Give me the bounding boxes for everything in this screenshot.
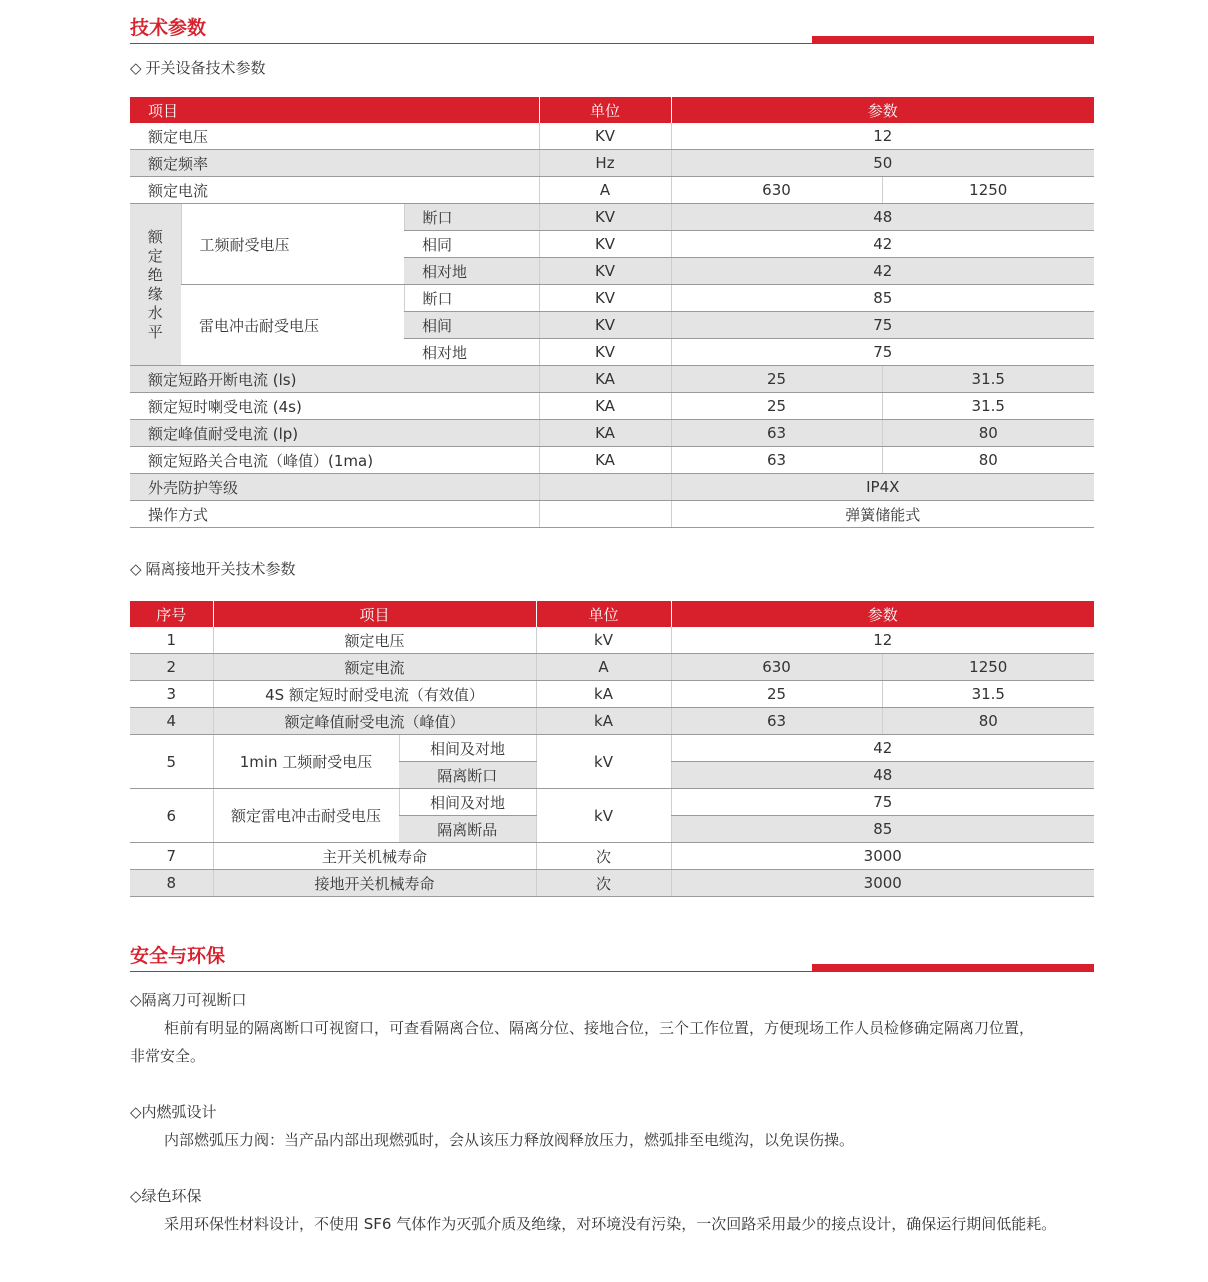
row-unit: kV: [536, 627, 671, 654]
header-unit: 单位: [536, 601, 671, 627]
label-char: 额: [147, 227, 163, 246]
table-row: [130, 708, 1094, 735]
subheading-disconnector: [130, 559, 1094, 579]
title-accent-bar: [812, 964, 1094, 972]
row-unit: KV: [539, 204, 671, 231]
item-heading: 内燃弧设计: [141, 1103, 217, 1121]
row-value: 3000: [671, 870, 1094, 897]
table-row: [130, 681, 1094, 708]
section-header-safety: [130, 928, 1094, 974]
row-value-1: 25: [671, 681, 882, 708]
row-value-1: 630: [671, 654, 882, 681]
header-unit: 单位: [539, 97, 671, 123]
subheading-text: 开关设备技术参数: [145, 59, 266, 77]
row-item: 4S 额定短时耐受电流（有效值）: [213, 681, 536, 708]
row-unit: KV: [539, 285, 671, 312]
row-value: 42: [671, 258, 1094, 285]
diamond-icon: ◇: [130, 1187, 142, 1205]
header-no: 序号: [130, 601, 213, 627]
table-row: [130, 735, 1094, 762]
row-unit: 次: [536, 870, 671, 897]
row-value: 75: [671, 789, 1094, 816]
table-row: [130, 654, 1094, 681]
row-value: 75: [671, 312, 1094, 339]
table-row: [130, 123, 1094, 150]
row-item: 额定峰值耐受电流 (lp): [130, 420, 539, 447]
row-number: 4: [130, 708, 213, 735]
table-row: [130, 366, 1094, 393]
row-unit: kA: [536, 681, 671, 708]
row-unit: A: [539, 177, 671, 204]
item-heading: 绿色环保: [141, 1187, 202, 1205]
table-row: [130, 420, 1094, 447]
row-value-2: 1250: [882, 654, 1094, 681]
lightning-impulse-withstand: 雷电冲击耐受电压: [181, 285, 404, 366]
table-row: [130, 447, 1094, 474]
label-char: 定: [147, 246, 163, 265]
header-item: 项目: [213, 601, 536, 627]
row-value-1: 63: [671, 420, 882, 447]
row-value: 48: [671, 762, 1094, 789]
row-unit: KV: [539, 231, 671, 258]
row-number: 2: [130, 654, 213, 681]
item-body: 内部燃弧压力阀：当产品内部出现燃弧时，会从该压力释放阀释放压力，燃弧排至电缆沟，以免误伤操。: [164, 1131, 855, 1149]
row-value-1: 63: [671, 708, 882, 735]
row-unit: KA: [539, 447, 671, 474]
row-unit: KA: [539, 393, 671, 420]
table-row: [130, 393, 1094, 420]
row-value: 12: [671, 627, 1094, 654]
row-value: 75: [671, 339, 1094, 366]
row-item: 1min 工频耐受电压: [213, 735, 399, 789]
header-param: 参数: [671, 97, 1094, 123]
row-item: 额定电压: [130, 123, 539, 150]
row-item: 额定电压: [213, 627, 536, 654]
row-unit: Hz: [539, 150, 671, 177]
row-value: 3000: [671, 843, 1094, 870]
row-subitem: 相对地: [404, 339, 539, 366]
diamond-icon: ◇: [130, 1103, 142, 1121]
row-value-1: 630: [671, 177, 882, 204]
row-number: 6: [130, 789, 213, 843]
table-row: [130, 474, 1094, 501]
table-row: [130, 285, 1094, 312]
diamond-icon: ◇: [130, 991, 142, 1009]
table-row: [130, 870, 1094, 897]
item-body-cont: 非常安全。: [130, 1047, 206, 1065]
row-value: 48: [671, 204, 1094, 231]
row-item: 额定峰值耐受电流（峰值）: [213, 708, 536, 735]
row-unit: KA: [539, 366, 671, 393]
page-content: [130, 0, 1094, 1238]
row-unit: kV: [536, 735, 671, 789]
row-value: 42: [671, 231, 1094, 258]
row-value: 85: [671, 285, 1094, 312]
safety-item-arc: [130, 1098, 1094, 1154]
row-value-2: 80: [882, 420, 1094, 447]
label-char: 绝: [147, 265, 163, 284]
row-value-2: 80: [882, 708, 1094, 735]
row-unit: KA: [539, 420, 671, 447]
table-header-row: [130, 601, 1094, 627]
label-char: 水: [147, 303, 163, 322]
table-row: [130, 627, 1094, 654]
row-number: 3: [130, 681, 213, 708]
insulation-level-label: [130, 204, 181, 366]
row-unit: kA: [536, 708, 671, 735]
section-header-tech: [130, 0, 1094, 46]
row-number: 7: [130, 843, 213, 870]
row-value: 12: [671, 123, 1094, 150]
table-row: [130, 789, 1094, 816]
row-subitem: 相间及对地: [399, 789, 536, 816]
row-subitem: 隔离断品: [399, 816, 536, 843]
section-title: 安全与环保: [130, 945, 226, 967]
row-subitem: 断口: [404, 285, 539, 312]
table-row: [130, 843, 1094, 870]
item-body: 采用环保性材料设计，不使用 SF6 气体作为灭弧介质及绝缘，对环境没有污染，一次回路采用最少的接点设计，确保运行期间低能耗。: [164, 1215, 1057, 1233]
row-value: 弹簧储能式: [671, 501, 1094, 528]
row-subitem: 相间: [404, 312, 539, 339]
switchgear-params-table: [130, 97, 1094, 528]
row-item: 主开关机械寿命: [213, 843, 536, 870]
title-accent-bar: [812, 36, 1094, 44]
row-value-1: 25: [671, 366, 882, 393]
row-item: 额定短时喇受电流 (4s): [130, 393, 539, 420]
row-unit: [539, 501, 671, 528]
row-item: 额定雷电冲击耐受电压: [213, 789, 399, 843]
table-row: [130, 204, 1094, 231]
row-item: 额定短路开断电流 (ls): [130, 366, 539, 393]
row-value-2: 31.5: [882, 393, 1094, 420]
header-param: 参数: [671, 601, 1094, 627]
row-value-2: 80: [882, 447, 1094, 474]
row-number: 1: [130, 627, 213, 654]
row-item: 额定电流: [130, 177, 539, 204]
row-unit: KV: [539, 312, 671, 339]
row-subitem: 隔离断口: [399, 762, 536, 789]
row-unit: KV: [539, 123, 671, 150]
row-value-2: 1250: [882, 177, 1094, 204]
row-subitem: 断口: [404, 204, 539, 231]
row-unit: [539, 474, 671, 501]
row-value-1: 25: [671, 393, 882, 420]
row-unit: KV: [539, 339, 671, 366]
item-heading: 隔离刀可视断口: [141, 991, 247, 1009]
section-title: 技术参数: [130, 17, 207, 39]
row-unit: A: [536, 654, 671, 681]
item-body: 柜前有明显的隔离断口可视窗口，可查看隔离合位、隔离分位、接地合位，三个工作位置，方便现场工作人员检修确定隔离刀位置，: [164, 1019, 1035, 1037]
safety-item-green: [130, 1182, 1094, 1238]
row-value-1: 63: [671, 447, 882, 474]
safety-item-visible-break: [130, 986, 1094, 1070]
table-row: [130, 177, 1094, 204]
subheading-text: 隔离接地开关技术参数: [145, 560, 296, 578]
row-value-2: 31.5: [882, 366, 1094, 393]
diamond-icon: ◇: [130, 59, 142, 77]
table-row: [130, 150, 1094, 177]
row-number: 5: [130, 735, 213, 789]
row-subitem: 相同: [404, 231, 539, 258]
row-value: IP4X: [671, 474, 1094, 501]
row-unit: kV: [536, 789, 671, 843]
table-header-row: [130, 97, 1094, 123]
row-value-2: 31.5: [882, 681, 1094, 708]
label-char: 缘: [147, 284, 163, 303]
row-item: 额定短路关合电流（峰值）(1ma): [130, 447, 539, 474]
row-unit: KV: [539, 258, 671, 285]
row-item: 操作方式: [130, 501, 539, 528]
row-value: 42: [671, 735, 1094, 762]
row-subitem: 相对地: [404, 258, 539, 285]
row-item: 额定频率: [130, 150, 539, 177]
row-item: 接地开关机械寿命: [213, 870, 536, 897]
header-item: 项目: [130, 97, 539, 123]
row-item: 额定电流: [213, 654, 536, 681]
power-freq-withstand: 工频耐受电压: [181, 204, 404, 285]
row-number: 8: [130, 870, 213, 897]
subheading-switchgear: [130, 58, 1094, 78]
disconnector-params-table: [130, 601, 1094, 897]
diamond-icon: ◇: [130, 560, 142, 578]
table-row: [130, 501, 1094, 528]
label-char: 平: [147, 322, 163, 341]
row-value: 85: [671, 816, 1094, 843]
row-item: 外壳防护等级: [130, 474, 539, 501]
row-unit: 次: [536, 843, 671, 870]
row-value: 50: [671, 150, 1094, 177]
row-subitem: 相间及对地: [399, 735, 536, 762]
